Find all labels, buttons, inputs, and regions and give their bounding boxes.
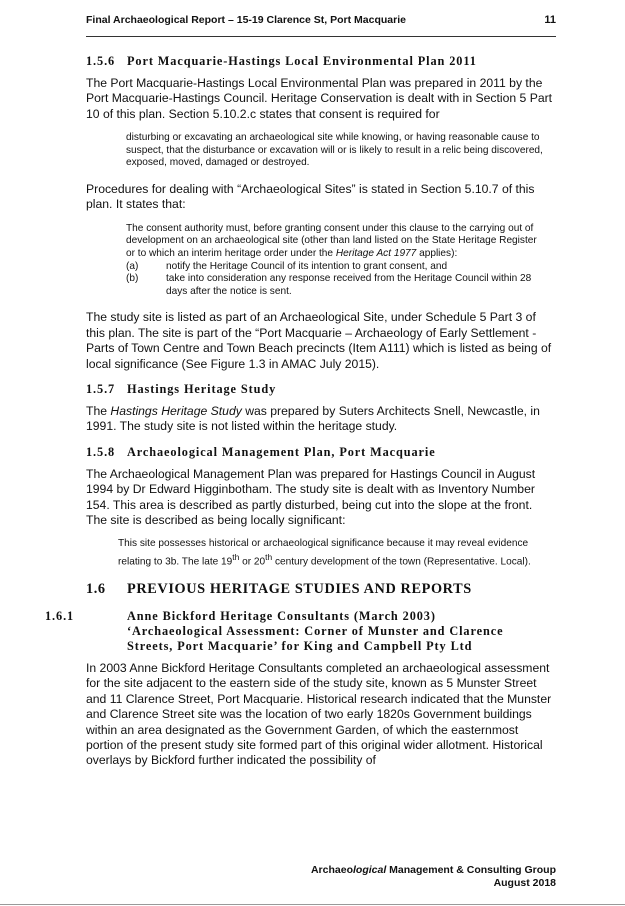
heading-text: Hastings Heritage Study [127, 382, 277, 396]
page-content [45, 54, 556, 779]
heading-1-5-7 [86, 382, 556, 397]
quote-italic: Heritage Act 1977 [335, 248, 417, 259]
paragraph-bickford: In 2003 Anne Bickford Heritage Consultants completed an archaeological assessment for the site adjacent to the eastern side of the study site, known as 5 Munster Street and 11 Clarence Street, Port Macquarie. Historical research indicated that the Munster and Clarence Street site was the location of two early 1820s Government buildings within an area designated as the Government Garden, of which the easternmost portion of the present study site formed part of this original wider allotment. Historical overlays by Bickford further indicated the possibility of [86, 660, 552, 768]
superscript: th [265, 552, 273, 563]
list-text: notify the Heritage Council of its intention to grant consent, and [166, 260, 448, 272]
text-run: was prepared by Suters Architects Snell, Newcastle, in 1991. The study site is not listed within the heritage study. [86, 404, 540, 434]
heading-text-line2: ‘Archaeological Assessment: Corner of Munster and Clarence [127, 623, 504, 638]
text-italic: Hastings Heritage Study [110, 404, 242, 418]
page-header [86, 12, 556, 37]
paragraph-procedures: Procedures for dealing with “Archaeological Sites” is stated in Section 5.10.7 of this plan. It states that: [86, 182, 535, 212]
heading-number: 1.5.6 [86, 54, 116, 68]
quote-text: or 20 [239, 556, 266, 568]
header-title: Final Archaeological Report – 15-19 Clarence St, Port Macquarie [86, 14, 406, 26]
footer-date: August 2018 [493, 877, 556, 889]
list-marker: (b) [126, 273, 139, 285]
quote-text-end: applies): [416, 248, 458, 259]
heading-text-line1: Anne Bickford Heritage Consultants (March 2003) [127, 608, 436, 623]
quote-significance [118, 538, 544, 569]
heading-text: Archaeological Management Plan, Port Macquarie [127, 444, 436, 459]
quote-consent: disturbing or excavating an archaeological site while knowing, or having reasonable cause to suspect, that the disturbance or excavation will or is likely to result in a relic being discovered, exposed, moved, damaged or destroyed. [126, 132, 543, 169]
heading-1-6 [86, 581, 556, 598]
superscript: th [232, 552, 240, 563]
text-italic: logical [352, 864, 387, 876]
list-item [126, 261, 544, 274]
list-marker: (a) [126, 260, 139, 272]
page-footer [311, 864, 556, 890]
text-run: Archaeo [310, 864, 353, 876]
footer-divider [0, 904, 625, 905]
quote-text: century development of the town (Representative. Local). [272, 556, 531, 568]
paragraph-amp: The Archaeological Management Plan was prepared for Hastings Council in August 1994 by Dr Edward Higginbotham. The study site is dealt with as Inventory Number 154. This area is described as partly disturbed, being cut into the slope at the front. The site is described as being locally significant: [86, 466, 536, 528]
list-text: take into consideration any response received from the Heritage Council within 28 days after the notice is sent. [166, 273, 532, 297]
paragraph-lep-intro: The Port Macquarie-Hastings Local Environmental Plan was prepared in 2011 by the Port Macquarie-Hastings Council. Heritage Conservation is dealt with in Section 5 Part 10 of this plan. Section 5.10.2.c states that consent is required for [86, 76, 553, 121]
quote-consent-authority [126, 223, 544, 299]
quote-text: The consent authority must, before granting consent under this clause to the carrying out of development on an archaeological site (other than land listed on the State Heritage Register or to which an interim heritage order under the [126, 222, 537, 259]
page-number: 11 [544, 14, 556, 26]
heading-text-line3: Streets, Port Macquarie’ for King and Campbell Pty Ltd [127, 638, 473, 653]
heading-number: 1.5.8 [86, 444, 116, 459]
heading-1-5-8 [86, 445, 556, 460]
heading-number: 1.5.7 [86, 382, 116, 396]
list-item [126, 273, 544, 298]
heading-text: PREVIOUS HERITAGE STUDIES AND REPORTS [127, 580, 472, 597]
paragraph-hastings-study [86, 404, 556, 435]
text-run: Management & Consulting Group [386, 864, 556, 876]
paragraph-study-site-listed: The study site is listed as part of an Archaeological Site, under Schedule 5 Part 3 of this plan. The site is part of the “Port Macquarie – Archaeology of Early Settlement - Parts of Town Centre and Town Beach precincts (Item A111) which is listed as being of local significance (See Figure 1.3 in AMAC July 2015). [86, 310, 552, 371]
heading-number: 1.6.1 [45, 608, 75, 623]
heading-1-6-1 [45, 608, 556, 654]
quote-list [126, 261, 544, 299]
heading-text: Port Macquarie-Hastings Local Environmental Plan 2011 [127, 54, 477, 68]
heading-number: 1.6 [86, 580, 106, 597]
quote-text: This site possesses historical or archaeological significance because it may reveal evidence relating to 3b. The late 19 [118, 538, 529, 568]
footer-org [311, 864, 556, 877]
heading-1-5-6 [86, 54, 556, 69]
text-run: The [86, 404, 111, 418]
